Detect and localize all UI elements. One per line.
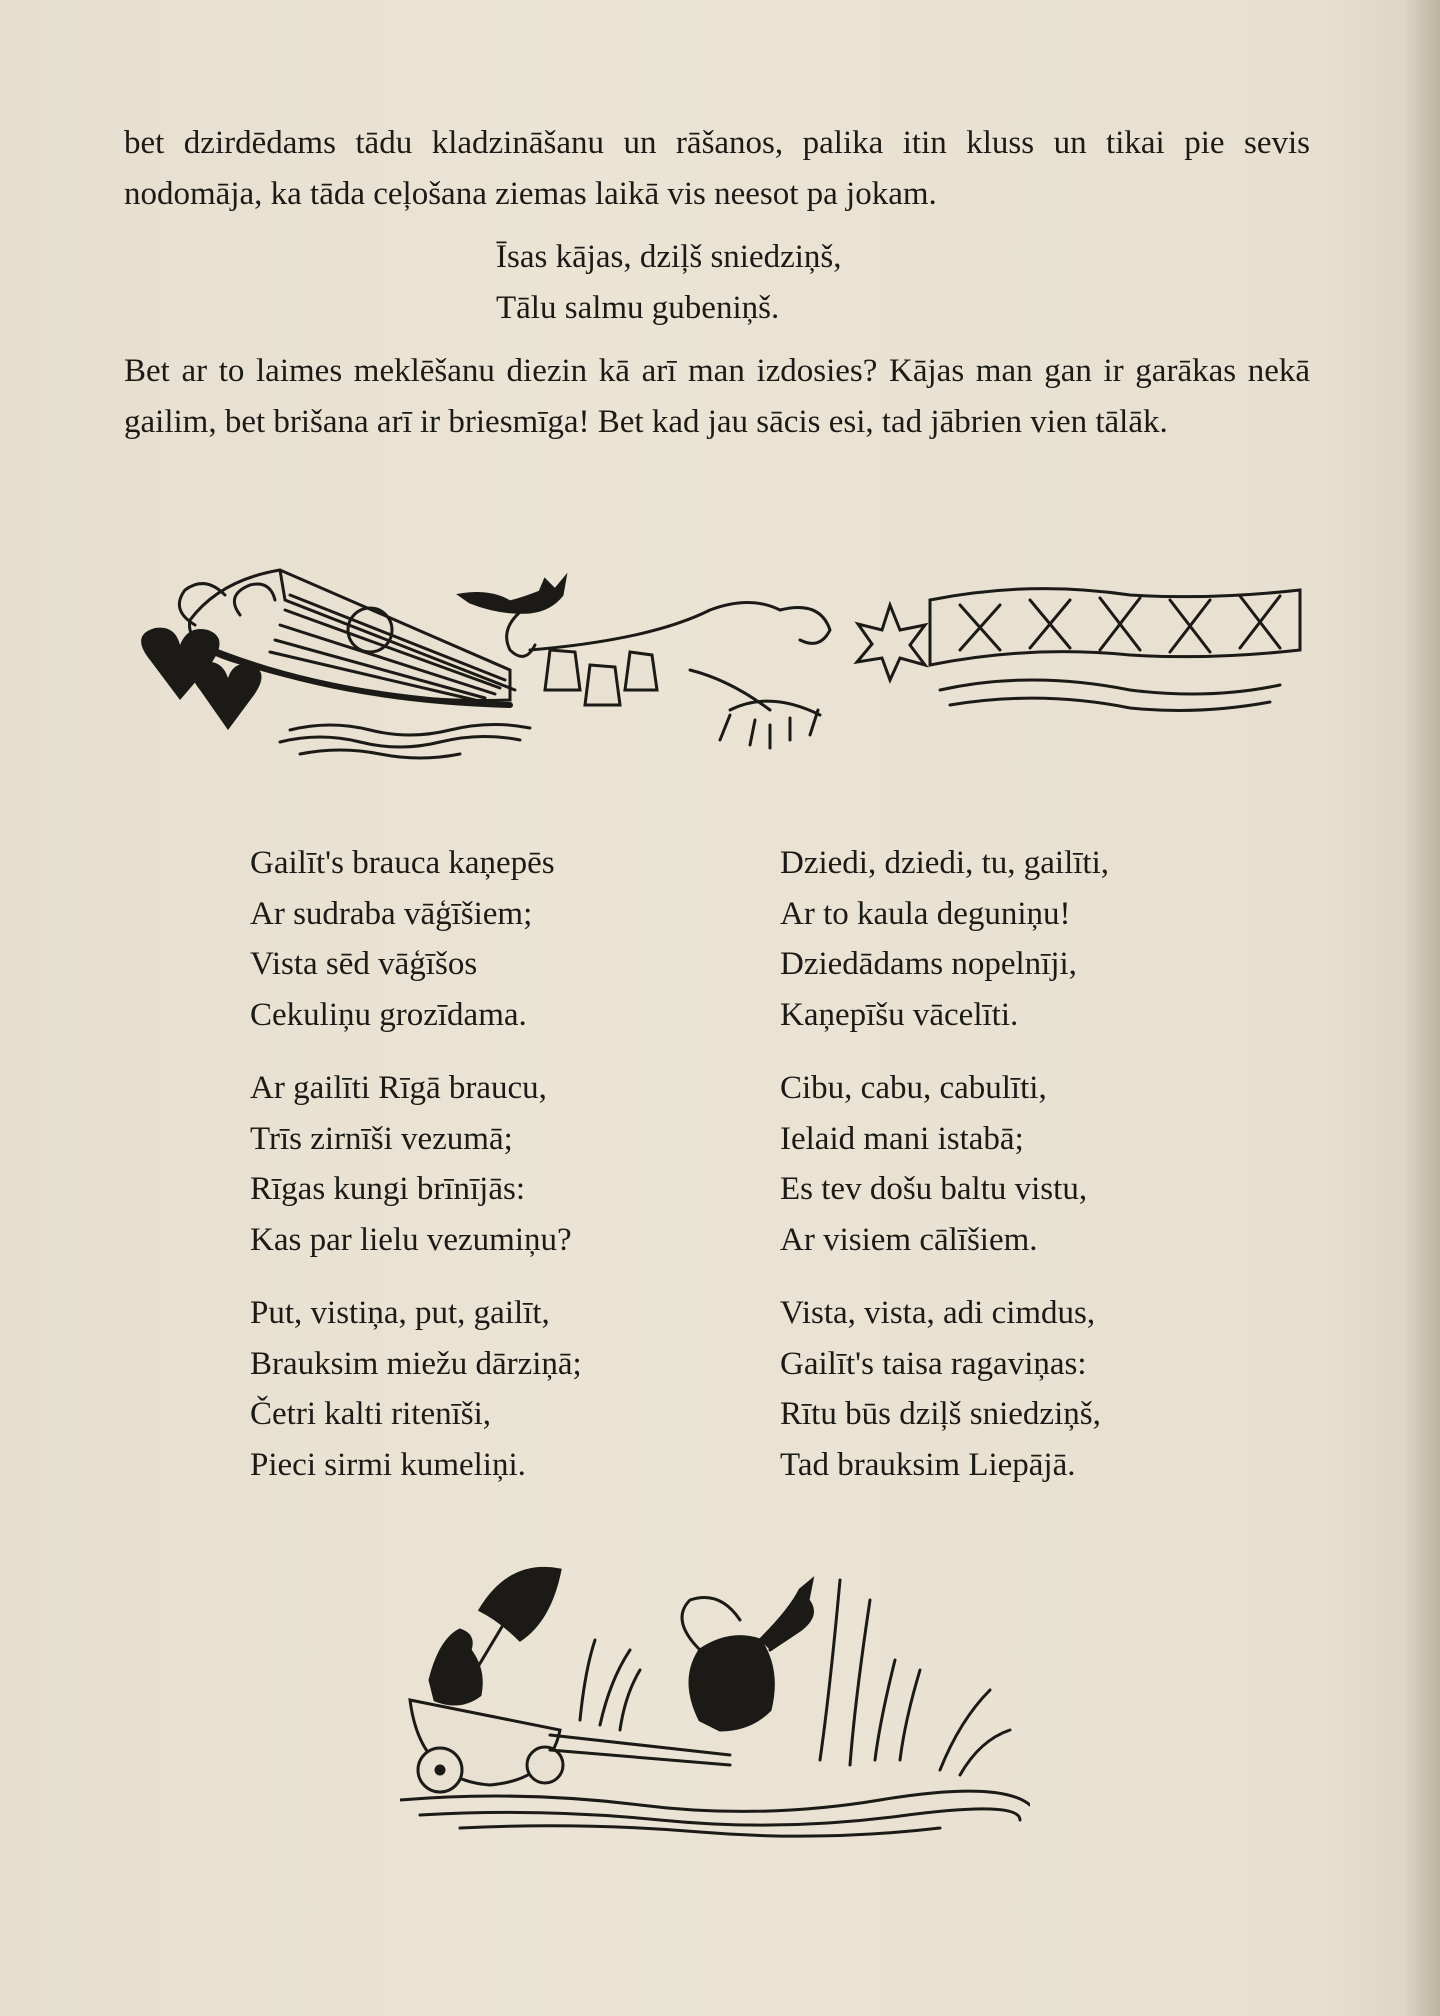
stanza xyxy=(780,1288,1109,1490)
poem-line: Brauksim miežu dārziņā; xyxy=(250,1345,582,1382)
poem-line: Es tev došu baltu vistu, xyxy=(780,1171,1088,1207)
page-edge-shadow xyxy=(1404,0,1440,2016)
couplet-line: Tālu salmu gubeniņš. xyxy=(496,290,780,326)
poem-line: Kas par lielu vezumiņu? xyxy=(250,1221,572,1258)
stanza xyxy=(250,1063,582,1265)
ornament-band-icon xyxy=(130,540,1310,780)
poem-line: Dziedi, dziedi, tu, gailīti, xyxy=(780,845,1110,881)
poem-line: Vista, vista, adi cimdus, xyxy=(780,1295,1096,1331)
poem-line: Rīgas kungi brīnījās: xyxy=(250,1171,525,1207)
stanza xyxy=(780,838,1109,1040)
poem-line: Kaņepīšu vācelīti. xyxy=(780,996,1019,1033)
poem-line: Ar gailīti Rīgā braucu, xyxy=(250,1070,547,1106)
poem-line: Ar to kaula deguniņu! xyxy=(780,895,1071,932)
couplet xyxy=(496,232,842,334)
poem-line: Cibu, cabu, cabulīti, xyxy=(780,1070,1047,1106)
poem-line: Gailīt's brauca kaņepēs xyxy=(250,845,555,881)
poem-line: Trīs zirnīši vezumā; xyxy=(250,1120,513,1157)
poem-line: Ar sudraba vāģīšiem; xyxy=(250,895,533,932)
poem-column-left xyxy=(250,838,582,1513)
poem-line: Ar visiem cālīšiem. xyxy=(780,1221,1038,1258)
poem-line: Tad brauksim Liepājā. xyxy=(780,1446,1076,1483)
stanza xyxy=(250,838,582,1040)
stanza xyxy=(250,1288,582,1490)
couplet-line: Īsas kājas, dziļš sniedziņš, xyxy=(496,239,842,275)
poem-line: Put, vistiņa, put, gailīt, xyxy=(250,1295,550,1331)
paragraph-1-text: bet dzirdēdams tādu kladzināšanu un rāšanos, palika itin kluss un tikai pie sevis nodomāja, ka tāda ceļošana ziemas laikā vis neesot pa jokam. xyxy=(124,125,1310,212)
paragraph-1 xyxy=(124,118,1310,220)
poem-column-right xyxy=(780,838,1109,1513)
poem-line: Rītu būs dziļš sniedziņš, xyxy=(780,1396,1101,1432)
paragraph-2 xyxy=(124,346,1310,448)
poem-line: Pieci sirmi kumeliņi. xyxy=(250,1446,526,1483)
rooster-cart-vignette-icon xyxy=(400,1520,1030,1840)
poem-line: Četri kalti ritenīši, xyxy=(250,1396,492,1432)
paragraph-2-text: Bet ar to laimes meklēšanu diezin kā arī man izdosies? Kājas man gan ir garākas nekā gailim, bet brišana arī ir briesmīga! Bet kad jau sācis esi, tad jābrien vien tālāk. xyxy=(124,353,1310,440)
poem-line: Vista sēd vāģīšos xyxy=(250,946,478,982)
poem-line: Dziedādams nopelnīji, xyxy=(780,946,1077,982)
poem-line: Cekuliņu grozīdama. xyxy=(250,996,527,1033)
stanza xyxy=(780,1063,1109,1265)
poem-line: Ielaid mani istabā; xyxy=(780,1120,1024,1157)
poem-line: Gailīt's taisa ragaviņas: xyxy=(780,1345,1087,1382)
